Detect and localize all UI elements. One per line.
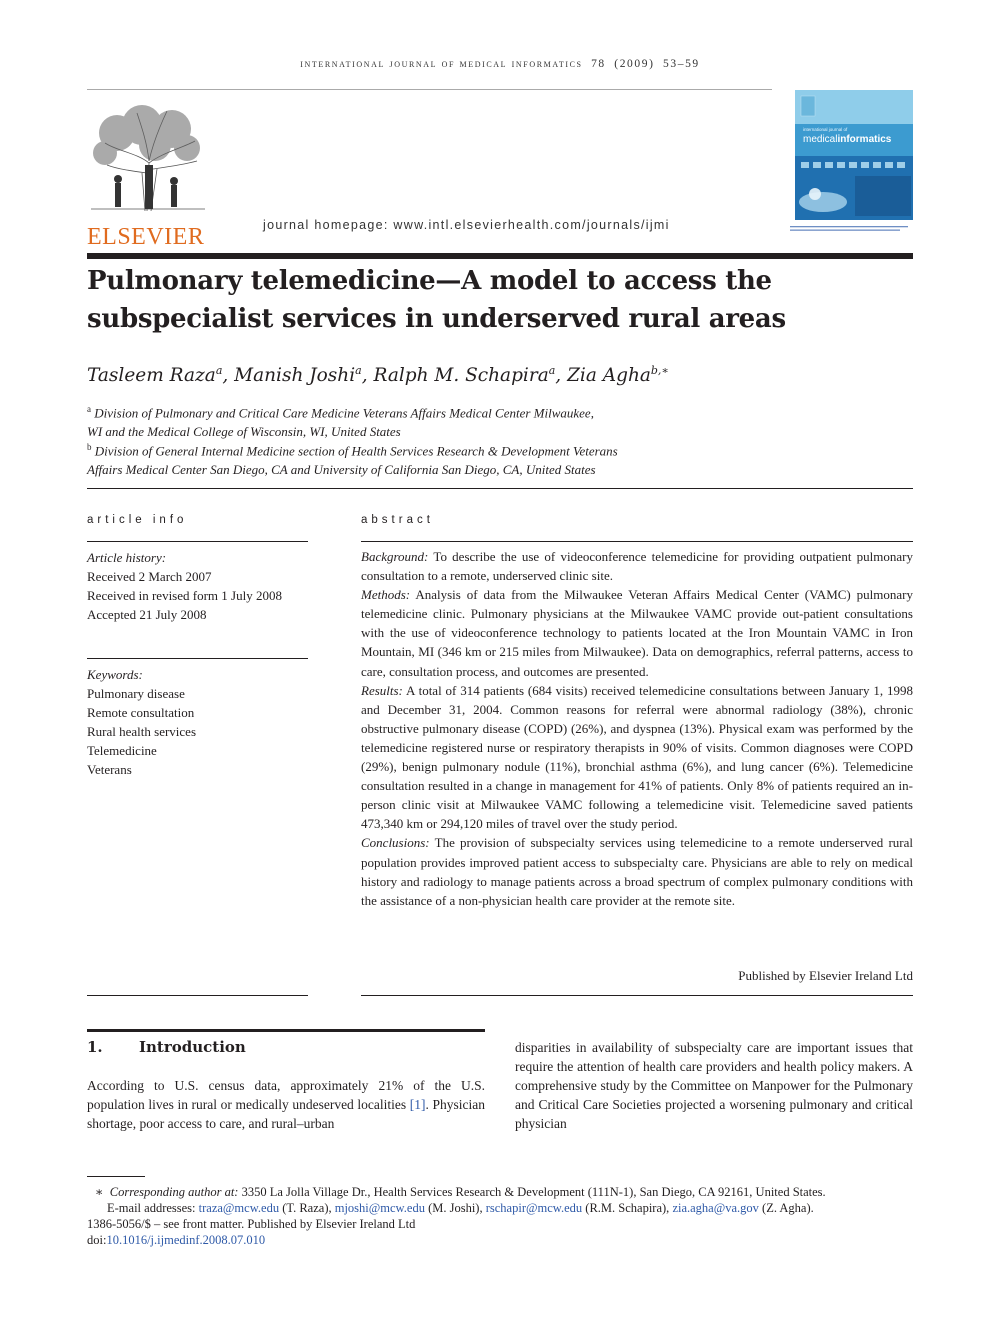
elsevier-logo	[87, 103, 212, 250]
author-affil-mark: a	[548, 364, 556, 377]
article-title-line2: subspecialist services in underserved rural areas	[87, 304, 786, 334]
email-link[interactable]: traza@mcw.edu	[198, 1201, 280, 1215]
intro-left-column	[87, 1076, 485, 1133]
abstract-rule	[361, 541, 913, 542]
keyword: Rural health services	[87, 724, 197, 739]
cover-caption	[790, 226, 918, 236]
abstract-text: A total of 314 patients (684 visits) received telemedicine consultations between January 1, 1998 and December 31, 2004. Common reasons for referral were abnormal radiology (38%), chronic obstructive pulmonary disease (COPD) (26%), and dyspnea (13%). Physical exam was performed by the telemedicine registered nurse or respiratory therapists in 90% of visits. Common diagnoses were COPD (29%), benign pulmonary nodule (11%), bronchial asthma (6%), and lung cancer (6%). Telemedicine consultation resulted in a change in management for 41% of patients. Only 8% of patients required an in-person clinic visit at Milwaukee VAMC following a telemedicine visit. Telemedicine saved patients 473,340 km or 294,120 miles of travel over the study period.	[361, 682, 913, 832]
abstract-text: To describe the use of videoconference telemedicine for providing outpatient pulmonary consultation to a remote, underserved clinic site.	[361, 549, 913, 584]
author-name[interactable]: Manish Joshi	[234, 365, 356, 387]
received-date: Received 2 March 2007	[87, 569, 212, 584]
doi-label: doi:	[87, 1233, 107, 1247]
article-title-line1: Pulmonary telemedicine—A model to access the	[87, 266, 772, 296]
journal-cover-thumbnail	[795, 90, 913, 220]
keywords-block	[87, 665, 308, 779]
author-affil-mark: a	[215, 364, 223, 377]
author-name[interactable]: Zia Agha	[567, 365, 651, 387]
cover-title	[803, 134, 891, 145]
abstract-label: Results:	[361, 682, 403, 698]
abstract-label: Methods:	[361, 587, 411, 603]
email-owner: (M. Joshi),	[428, 1201, 483, 1215]
journal-volume: 78	[591, 58, 606, 70]
abstract-conclusions	[361, 833, 913, 909]
email-link[interactable]: mjoshi@mcw.edu	[334, 1201, 425, 1215]
title-top-rule	[87, 253, 913, 259]
section-rule	[87, 1029, 485, 1032]
keyword: Telemedicine	[87, 743, 157, 758]
affiliation-divider	[87, 488, 913, 489]
citation-link[interactable]: [1]	[409, 1097, 426, 1112]
abstract-heading: abstract	[361, 514, 434, 526]
affiliation-text: Division of General Internal Medicine section of Health Services Research & Development Veterans	[94, 443, 618, 459]
corresponding-label: Corresponding author at:	[109, 1185, 239, 1199]
abstract-background	[361, 547, 913, 585]
published-by: Published by Elsevier Ireland Ltd	[738, 968, 913, 983]
author-name[interactable]: Ralph M. Schapira	[373, 365, 549, 387]
intro-text: disparities in availability of subspecialty care are important issues that require the attention of health care providers and health policy makers. A comprehensive study by the Committee on Manpower for the Pulmonary and Critical Care Societies projected a worsening pulmonary and critical physician	[515, 1040, 913, 1131]
author-affil-mark: b,∗	[650, 364, 669, 377]
abstract-body	[361, 547, 913, 910]
keywords-rule	[87, 658, 308, 659]
journal-running-header	[87, 58, 913, 70]
author-affil-mark: a	[355, 364, 362, 377]
keyword: Veterans	[87, 762, 132, 777]
keywords-label: Keywords:	[87, 667, 143, 682]
journal-cover-art	[795, 90, 913, 220]
footnote-block	[87, 1184, 913, 1248]
issn-line: 1386-5056/$ – see front matter. Published by Elsevier Ireland Ltd	[87, 1217, 416, 1231]
intro-right-column	[515, 1038, 913, 1133]
section-heading	[87, 1038, 246, 1056]
intro-text: . Physician shortage, poor access to care, and rural–urban	[87, 1097, 485, 1131]
journal-name: international journal of medical informatics	[300, 58, 583, 70]
affiliation-mark: b	[87, 442, 92, 452]
keyword: Remote consultation	[87, 705, 195, 720]
article-info-rule	[87, 541, 308, 542]
section-number: 1.	[87, 1038, 103, 1056]
cover-caption-lines	[790, 226, 910, 234]
abstract-results	[361, 681, 913, 834]
article-info-heading: article info	[87, 514, 188, 526]
author-list: Tasleem Raza$^a$, Manish Joshi$^a$, Ralph M. Schapira$^a$, Zia Agha$^{b,∗}$	[87, 364, 669, 387]
article-info-bottom-rule	[87, 995, 308, 996]
affiliation-b	[87, 438, 618, 479]
history-label: Article history:	[87, 550, 167, 565]
keyword: Pulmonary disease	[87, 686, 185, 701]
footnote-star: ∗	[95, 1185, 104, 1199]
elsevier-tree-icon	[87, 103, 209, 215]
abstract-text: Analysis of data from the Milwaukee Veteran Affairs Medical Center (VAMC) pulmonary telemedicine clinic. Pulmonary physicians at the Milwaukee VAMC provide out-patient consultations with the use of videoconference technology to patients located at the Iron Mountain VAMC in Iron Mountain, MI (346 km or 215 miles from Milwaukee). Data on demographics, referral patterns, access to care, consultation process, and outcomes are presented.	[361, 587, 913, 679]
email-link[interactable]: rschapir@mcw.edu	[485, 1201, 583, 1215]
email-owner: (T. Raza),	[282, 1201, 332, 1215]
footnote-rule	[87, 1176, 145, 1177]
journal-pages: 53–59	[663, 58, 700, 70]
abstract-bottom-rule	[361, 995, 913, 996]
cover-title-suffix: informatics	[837, 134, 892, 145]
corresponding-address: 3350 La Jolla Village Dr., Health Services Research & Development (111N-1), San Diego, CA 92161, United States.	[241, 1185, 826, 1199]
doi-link[interactable]: 10.1016/j.ijmedinf.2008.07.010	[106, 1233, 266, 1247]
email-owner: (Z. Agha).	[762, 1201, 814, 1215]
email-link[interactable]: zia.agha@va.gov	[672, 1201, 759, 1215]
affiliation-text: Affairs Medical Center San Diego, CA and University of California San Diego, CA, United States	[87, 462, 596, 478]
revised-date: Received in revised form 1 July 2008	[87, 588, 282, 603]
abstract-methods	[361, 585, 913, 680]
affiliation-mark: a	[87, 404, 91, 414]
affiliation-text: WI and the Medical College of Wisconsin, WI, United States	[87, 424, 401, 440]
affiliation-text: Division of Pulmonary and Critical Care Medicine Veterans Affairs Medical Center Milwaukee,	[94, 405, 594, 421]
email-owner: (R.M. Schapira),	[585, 1201, 670, 1215]
journal-homepage[interactable]: journal homepage: www.intl.elsevierhealth.com/journals/ijmi	[263, 218, 670, 232]
abstract-label: Conclusions:	[361, 835, 430, 851]
abstract-label: Background:	[361, 549, 429, 564]
cover-small-title: international journal of	[803, 127, 848, 132]
elsevier-wordmark: ELSEVIER	[87, 224, 205, 250]
cover-title-prefix: medical	[803, 134, 838, 145]
section-title: Introduction	[139, 1038, 246, 1056]
article-history	[87, 548, 308, 624]
affiliation-a	[87, 400, 594, 441]
abstract-text: The provision of subspecialty services using telemedicine to a remote underserved rural population provides improved patient access to subspecialty care. Physicians are able to rely on medical history and radiology to manage patients across a broad spectrum of complex pulmonary conditions with the assistance of a non-physician health care provider at the remote site.	[361, 835, 913, 908]
accepted-date: Accepted 21 July 2008	[87, 607, 207, 622]
journal-year: (2009)	[614, 58, 655, 70]
email-label: E-mail addresses:	[107, 1201, 196, 1215]
intro-text: According to U.S. census data, approximately 21% of the U.S. population lives in rural or medically undeserved localities	[87, 1078, 485, 1112]
header-divider	[87, 89, 772, 90]
author-name[interactable]: Tasleem Raza	[87, 365, 216, 387]
article-title	[87, 262, 867, 338]
